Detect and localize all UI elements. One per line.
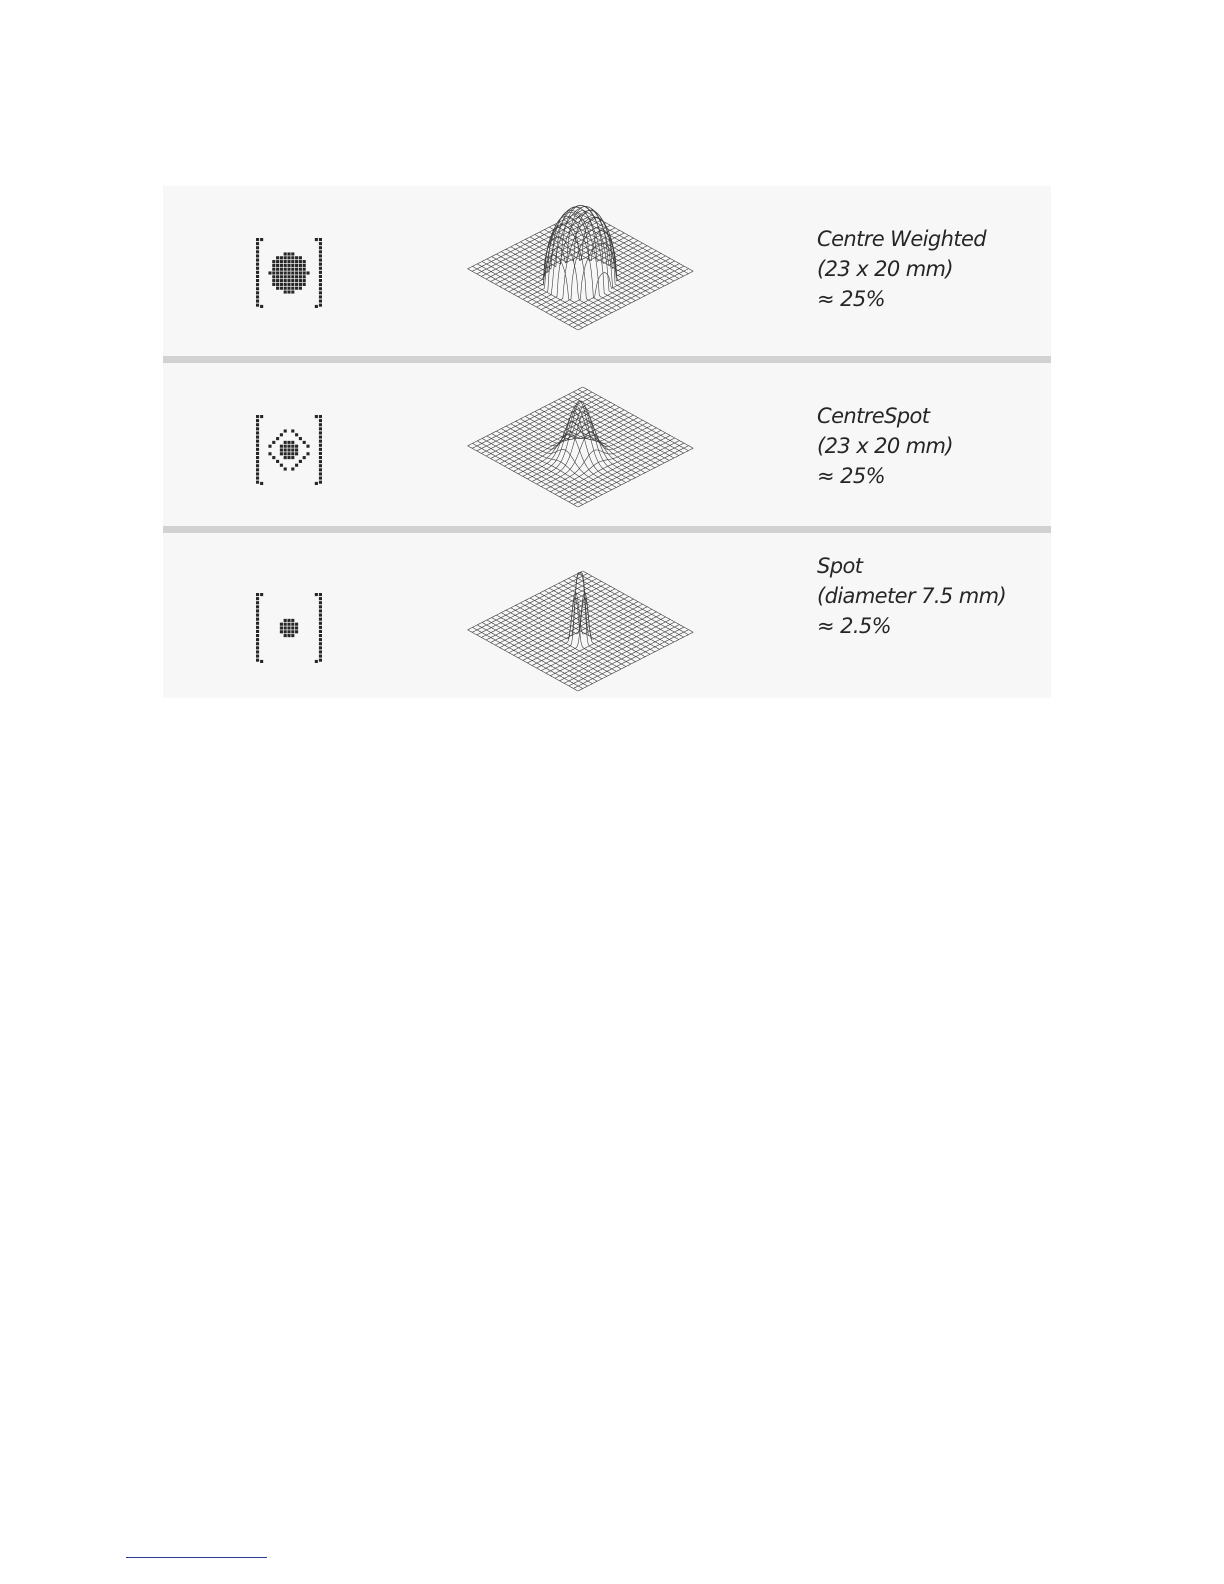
footnote-rule [126,1557,267,1558]
mode-size: (diameter 7.5 mm) [817,584,1007,608]
centre-spot-metering-icon [255,414,323,486]
spot-surface-plot [460,551,700,701]
mode-coverage: ≈ 2.5% [817,614,892,638]
mode-name: CentreSpot [817,404,930,428]
row-divider [163,526,1051,533]
mode-size: (23 x 20 mm) [817,257,953,281]
mode-coverage: ≈ 25% [817,464,885,488]
mode-name: Centre Weighted [817,227,986,251]
mode-label-centre-weighted [817,224,1047,314]
metering-modes-panel [163,186,1051,698]
mode-label-centre-spot [817,401,1047,491]
mode-row-spot [163,533,1051,697]
centre-weighted-surface-plot [460,190,700,340]
centre-spot-surface-plot [460,367,700,517]
mode-coverage: ≈ 25% [817,287,885,311]
mode-name: Spot [817,554,863,578]
row-divider [163,356,1051,363]
spot-metering-icon [255,592,323,664]
mode-row-centre-weighted [163,186,1051,350]
mode-size: (23 x 20 mm) [817,434,953,458]
mode-label-spot [817,551,1047,641]
centre-weighted-metering-icon [255,237,323,309]
mode-row-centre-spot [163,363,1051,527]
